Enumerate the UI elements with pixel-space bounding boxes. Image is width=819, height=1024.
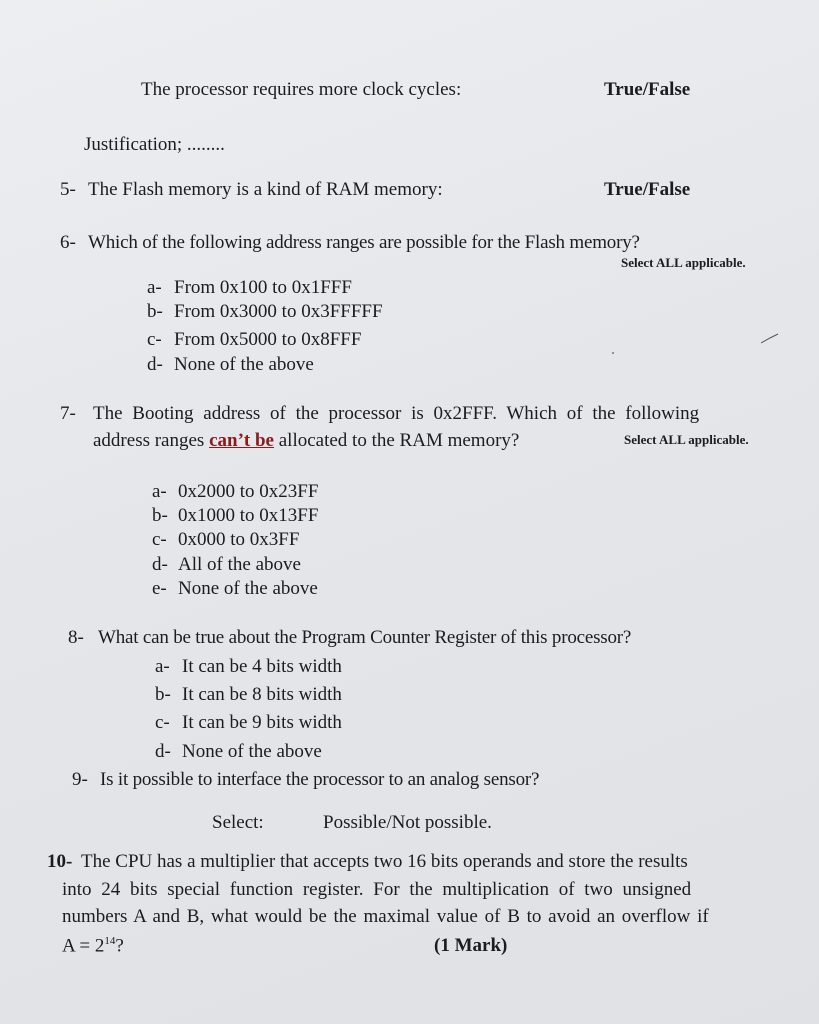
q8-option-c[interactable]: It can be 9 bits width [182,712,342,733]
q10-marks: (1 Mark) [434,935,508,956]
q6-option-a-letter: a- [147,277,162,298]
q8-option-b-letter: b- [155,684,171,705]
q7-option-a[interactable]: 0x2000 to 0x23FF [178,481,319,502]
q7-option-c[interactable]: 0x000 to 0x3FF [178,529,300,550]
q8-option-d[interactable]: None of the above [182,741,322,762]
q6-option-d[interactable]: None of the above [174,354,314,375]
q6-option-c[interactable]: From 0x5000 to 0x8FFF [174,329,362,350]
q9-select-label: Select: [212,812,264,833]
q7-option-d-letter: d- [152,554,168,575]
q7-option-e-letter: e- [152,578,167,599]
q8-option-b[interactable]: It can be 8 bits width [182,684,342,705]
q8-option-c-letter: c- [155,712,170,733]
q10-line3: numbers A and B, what would be the maximal value of B to avoid an overflow if [62,906,709,927]
q10-number: 10- [47,851,73,872]
q7-option-d[interactable]: All of the above [178,554,301,575]
q7-option-b-letter: b- [152,505,168,526]
q4-true-false[interactable]: True/False [604,79,691,100]
q6-option-d-letter: d- [147,354,163,375]
q7-select-note: Select ALL applicable. [624,432,749,447]
q9-number: 9- [72,769,88,790]
q10-line4-post: ? [115,935,124,957]
q8-number: 8- [68,627,84,648]
q6-select-note: Select ALL applicable. [621,255,746,270]
q5-true-false[interactable]: True/False [604,179,691,200]
q5-number: 5- [60,179,76,200]
q6-option-a[interactable]: From 0x100 to 0x1FFF [174,277,352,298]
q10-line4 [62,936,124,955]
q7-line2 [93,431,519,450]
q7-option-c-letter: c- [152,529,167,550]
q7-line2-pre: address ranges [93,430,205,451]
q8-question: What can be true about the Program Counter Register of this processor? [98,627,632,648]
q10-line1: The CPU has a multiplier that accepts two 16 bits operands and store the results [81,851,688,872]
q10-line2: into 24 bits special function register. For the multiplication of two unsigned [62,879,692,900]
q7-line2-post: allocated to the RAM memory? [278,430,520,451]
q6-question: Which of the following address ranges are possible for the Flash memory? [88,232,640,253]
q6-option-b[interactable]: From 0x3000 to 0x3FFFFF [174,301,383,322]
q7-option-e[interactable]: None of the above [178,578,318,599]
q10-line4-pre: A = 2 [62,935,105,957]
q6-option-b-letter: b- [147,301,163,322]
q7-option-a-letter: a- [152,481,167,502]
q6-option-c-letter: c- [147,329,162,350]
q4-statement: The processor requires more clock cycles: [141,79,462,100]
q5-statement: The Flash memory is a kind of RAM memory: [88,179,443,200]
q9-choice[interactable]: Possible/Not possible. [323,812,492,833]
q7-line1: The Booting address of the processor is 0x2FFF. Which of the following [93,403,700,424]
q7-option-b[interactable]: 0x1000 to 0x13FF [178,505,319,526]
q8-option-a[interactable]: It can be 4 bits width [182,656,342,677]
q6-number: 6- [60,232,76,253]
q8-option-a-letter: a- [155,656,170,677]
pencil-tick-mark [760,332,780,346]
pencil-dot-mark [612,352,614,354]
q7-emphasis: can’t be [209,430,274,451]
q9-question: Is it possible to interface the processor to an analog sensor? [100,769,540,790]
q8-option-d-letter: d- [155,741,171,762]
q10-exponent: 14 [104,935,116,947]
q4-justification[interactable]: Justification; ........ [84,134,225,155]
q7-number: 7- [60,403,76,424]
